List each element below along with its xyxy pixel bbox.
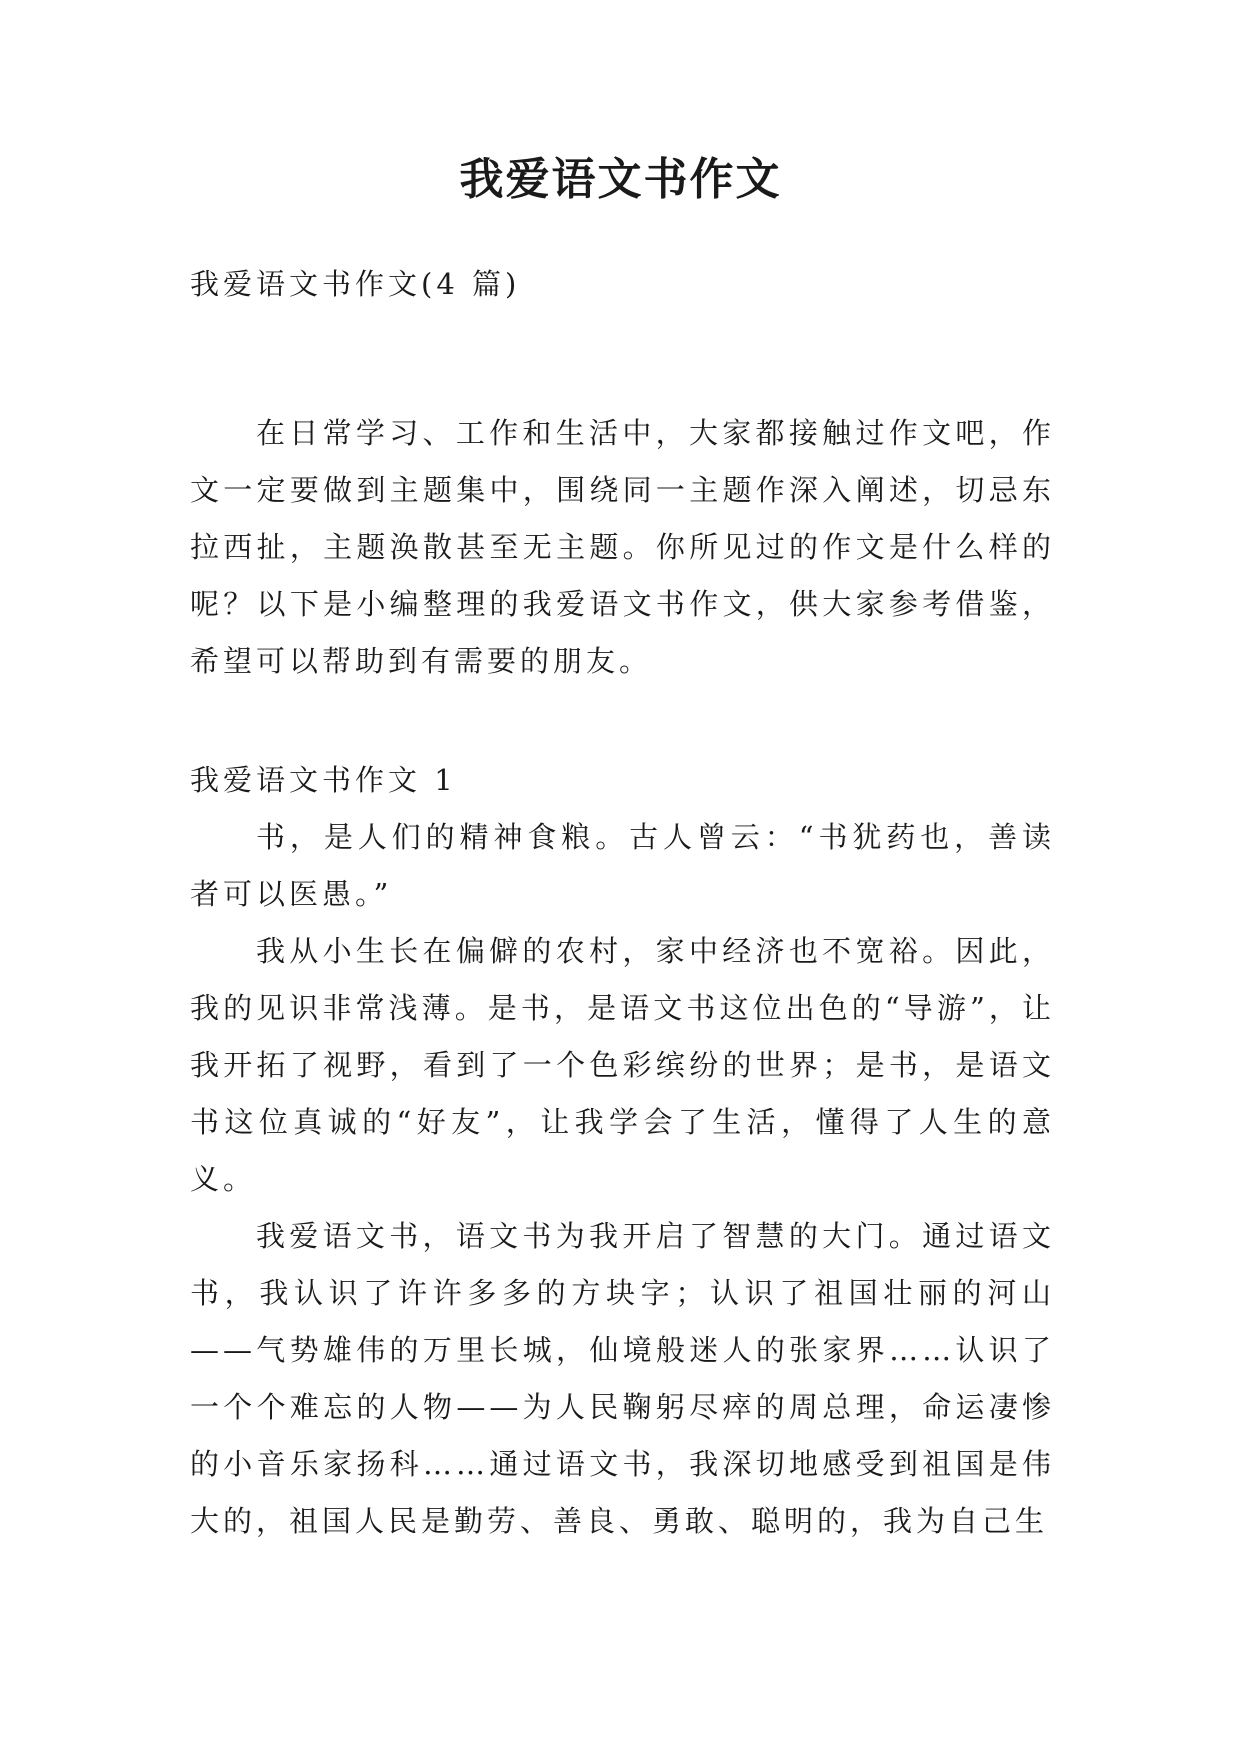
intro-paragraph: 在日常学习、工作和生活中，大家都接触过作文吧，作文一定要做到主题集中，围绕同一主题作深入阐述，切忌东拉西扯，主题涣散甚至无主题。你所见过的作文是什么样的呢？以下是小编整理的我爱语文书作文，供大家参考借鉴，希望可以帮助到有需要的朋友。 [190,416,1055,678]
essay-body [190,809,1055,1550]
section-heading: 我爱语文书作文 1 [190,763,457,797]
intro-section [190,405,1055,690]
essay-paragraph: 书，是人们的精神食粮。古人曾云：“书犹药也，善读者可以医愚。” [190,820,1055,911]
document-subtitle: 我爱语文书作文(4 篇) [190,267,521,301]
essay-paragraph: 我爱语文书，语文书为我开启了智慧的大门。通过语文书，我认识了许许多多的方块字；认识了祖国壮丽的河山——气势雄伟的万里长城，仙境般迷人的张家界……认识了一个个难忘的人物——为人民鞠躬尽瘁的周总理，命运凄惨的小音乐家扬科……通过语文书，我深切地感受到祖国是伟大的，祖国人民是勤劳、善良、勇敢、聪明的，我为自己生 [190,1219,1055,1538]
page-title: 我爱语文书作文 [459,154,782,205]
essay-paragraph: 我从小生长在偏僻的农村，家中经济也不宽裕。因此，我的见识非常浅薄。是书，是语文书这位出色的“导游”，让我开拓了视野，看到了一个色彩缤纷的世界；是书，是语文书这位真诚的“好友”，让我学会了生活，懂得了人生的意义。 [190,934,1055,1196]
